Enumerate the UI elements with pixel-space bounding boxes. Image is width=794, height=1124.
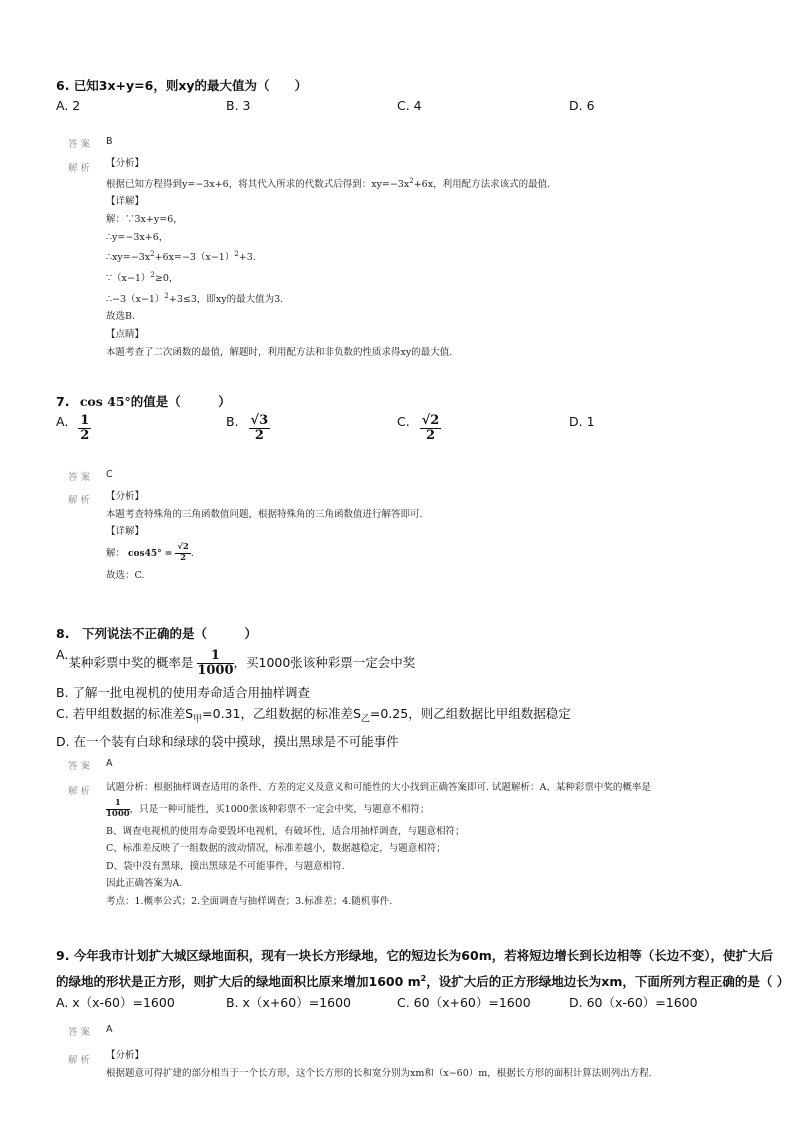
text: 解：: [106, 547, 126, 559]
text: ，只是一种可能性，买1000张该种彩票不一定会中奖，与题意不相符；: [129, 803, 430, 815]
option-d[interactable]: D. 1: [569, 414, 595, 429]
option-label: A.: [56, 414, 69, 429]
text: +3.: [238, 252, 256, 264]
answer-value: A: [106, 1024, 113, 1035]
option-a[interactable]: A. 2: [56, 98, 81, 113]
denominator: 2: [254, 428, 264, 444]
text: ∴xy=−3x: [106, 252, 151, 264]
analysis-label: 解析: [68, 495, 94, 506]
fraction: [420, 414, 442, 444]
exp-line: [106, 173, 786, 194]
explanation-6: [106, 155, 786, 361]
option-d[interactable]: D. 在一个装有白球和绿球的袋中摸球，摸出黑球是不可能事件: [56, 733, 399, 749]
analysis-label: 解析: [68, 163, 94, 174]
option-c[interactable]: C. 4: [397, 98, 422, 113]
exp-line: 根据题意可得扩建的部分相当于一个长方形，这个长方形的长和宽分别为xm和（x−60）m，根据长方形的面积计算法则列出方程.: [106, 1067, 652, 1079]
answer-label: 答案: [68, 139, 94, 150]
numerator: √2: [177, 542, 189, 553]
exp-line: [106, 288, 786, 309]
explanation-7: [106, 488, 786, 584]
exp-line: 考点：1.概率公式；2.全面调查与抽样调查；3.标准差；4.随机事件.: [106, 895, 393, 907]
text: 的绿地的形状是正方形，则扩大后的绿地面积比原来增加1600 m: [56, 974, 421, 990]
text: ∵（x−1）: [106, 273, 151, 285]
option-c[interactable]: C. 60（x+60）=1600: [397, 995, 531, 1011]
stem-line: [56, 967, 790, 993]
analysis-label: 解析: [68, 1055, 94, 1066]
text: C. 若甲组数据的标准差S: [56, 706, 194, 721]
denominator: 2: [425, 428, 435, 444]
question-9: [56, 944, 790, 1013]
answer-value: A: [106, 758, 113, 769]
subscript: 甲: [193, 714, 203, 725]
option-b[interactable]: [226, 414, 270, 444]
exp-line: [106, 797, 786, 823]
exp-line: D、袋中没有黑球，摸出黑球是不可能事件，与题意相符.: [106, 860, 345, 872]
exp-line: B、调查电视机的使用寿命要毁坏电视机，有破坏性，适合用抽样调查，与题意相符；: [106, 825, 465, 837]
text: +6x=−3（x−1）: [154, 252, 235, 264]
subscript: 乙: [360, 714, 370, 725]
denominator: 2: [180, 552, 187, 563]
question-number: 7.: [56, 394, 70, 409]
text: =0.25，则乙组数据比甲组数据稳定: [369, 706, 571, 721]
analysis-label: 解析: [68, 786, 94, 797]
exp-line: 故选：C.: [106, 569, 145, 581]
text: ，设扩大后的正方形绿地边长为xm，下面所列方程正确的是（ ）: [426, 974, 790, 990]
fraction: [197, 649, 233, 679]
text: .: [190, 547, 194, 559]
option-d[interactable]: D. 6: [569, 98, 595, 113]
fraction: [106, 799, 130, 819]
option-label: C.: [397, 414, 410, 429]
exp-line: 因此正确答案为A.: [106, 878, 183, 890]
fraction: [249, 414, 271, 444]
exp-line: 【点睛】: [106, 328, 145, 340]
denominator: 1000: [106, 808, 130, 819]
fraction: [78, 414, 91, 444]
text: +3≤3，即xy的最大值为3.: [168, 293, 284, 305]
answer-value: B: [106, 136, 113, 147]
option-a[interactable]: [56, 646, 756, 680]
question-9-options: [56, 993, 776, 1013]
superscript: 2: [150, 250, 155, 259]
exp-line: ∴y=−3x+6，: [106, 231, 169, 243]
option-label: A.: [56, 647, 69, 662]
exp-line: [106, 267, 786, 288]
option-d[interactable]: D. 60（x-60）=1600: [569, 995, 698, 1011]
text: ，买1000张该种彩票一定会中奖: [233, 655, 416, 670]
question-8: [56, 624, 756, 752]
question-7-stem: [56, 392, 756, 412]
option-label: B.: [226, 414, 239, 429]
numerator: √3: [250, 413, 269, 428]
superscript: 2: [234, 250, 239, 259]
exp-line: 【详解】: [106, 196, 145, 208]
text: 某种彩票中奖的概率是: [68, 655, 194, 670]
text: 根据已知方程得到y=−3x+6，将其代入所求的代数式后得到：xy=−3x: [106, 178, 410, 190]
stem-text: 的值是（ ）: [130, 394, 231, 409]
exp-line: 【分析】: [106, 491, 145, 502]
question-9-stem: [56, 944, 790, 993]
option-c[interactable]: [56, 703, 756, 731]
fraction: [175, 543, 191, 563]
exp-line: 故选B.: [106, 311, 136, 323]
answer-label: 答案: [68, 761, 94, 772]
superscript: 2: [420, 974, 427, 983]
question-6-options: [56, 98, 756, 118]
superscript: 2: [409, 176, 414, 185]
superscript: 2: [150, 270, 155, 279]
superscript: 2: [164, 291, 169, 300]
option-a[interactable]: [56, 414, 91, 444]
option-c[interactable]: [397, 414, 441, 444]
numerator: 1: [80, 413, 90, 428]
exp-line: 【分析】: [106, 1050, 145, 1061]
answer-value: C: [106, 469, 113, 480]
question-7: [56, 392, 756, 458]
question-6-stem: 6. 已知3x+y=6，则xy的最大值为（ ）: [56, 78, 308, 93]
question-6: [56, 76, 756, 118]
text: ≥0，: [154, 273, 179, 285]
option-b[interactable]: B. 了解一批电视机的使用寿命适合用抽样调查: [56, 685, 311, 700]
stem-line: 9. 今年我市计划扩大城区绿地面积，现有一块长方形绿地，它的短边长为60m，若将短边增长到长边相等（长边不变），使扩大后: [56, 948, 773, 963]
numerator: 1: [106, 799, 130, 809]
text: ∴−3（x−1）: [106, 293, 165, 305]
denominator: 1000: [197, 663, 234, 678]
explanation-8: [106, 779, 786, 911]
text: =0.31，乙组数据的标准差S: [202, 706, 361, 721]
exp-line: [106, 246, 786, 267]
numerator: 1: [197, 649, 233, 664]
cos-expression: cos 45°: [79, 394, 131, 409]
option-b[interactable]: B. x（x+60）=1600: [226, 995, 351, 1011]
denominator: 2: [80, 428, 90, 444]
answer-label: 答案: [68, 472, 94, 483]
numerator: √2: [421, 413, 440, 428]
exp-line: 【详解】: [106, 526, 145, 538]
exp-line: 本题考查特殊角的三角函数值问题，根据特殊角的三角函数值进行解答即可.: [106, 508, 423, 520]
option-a[interactable]: A. x（x-60）=1600: [56, 995, 175, 1011]
exp-line: 解：∵3x+y=6，: [106, 213, 183, 225]
option-b[interactable]: B. 3: [226, 98, 251, 113]
question-7-options: [56, 414, 756, 458]
exp-line: 本题考查了二次函数的最值，解题时，利用配方法和非负数的性质求得xy的最大值.: [106, 346, 453, 358]
exp-line: 【分析】: [106, 158, 145, 169]
cos-expression: cos45° =: [128, 548, 173, 559]
text: +6x，利用配方法求该式的最值.: [413, 178, 551, 190]
exp-line: [106, 541, 786, 567]
answer-label: 答案: [68, 1027, 94, 1038]
question-8-stem: 8. 下列说法不正确的是（ ）: [56, 626, 257, 641]
explanation-9: [106, 1047, 786, 1082]
exp-line: 试题分析：根据抽样调查适用的条件、方差的定义及意义和可能性的大小找到正确答案即可. 试题解析：A、某种彩票中奖的概率是: [106, 782, 651, 793]
exp-line: C、标准差反映了一组数据的波动情况，标准差越小，数据越稳定，与题意相符；: [106, 843, 446, 855]
